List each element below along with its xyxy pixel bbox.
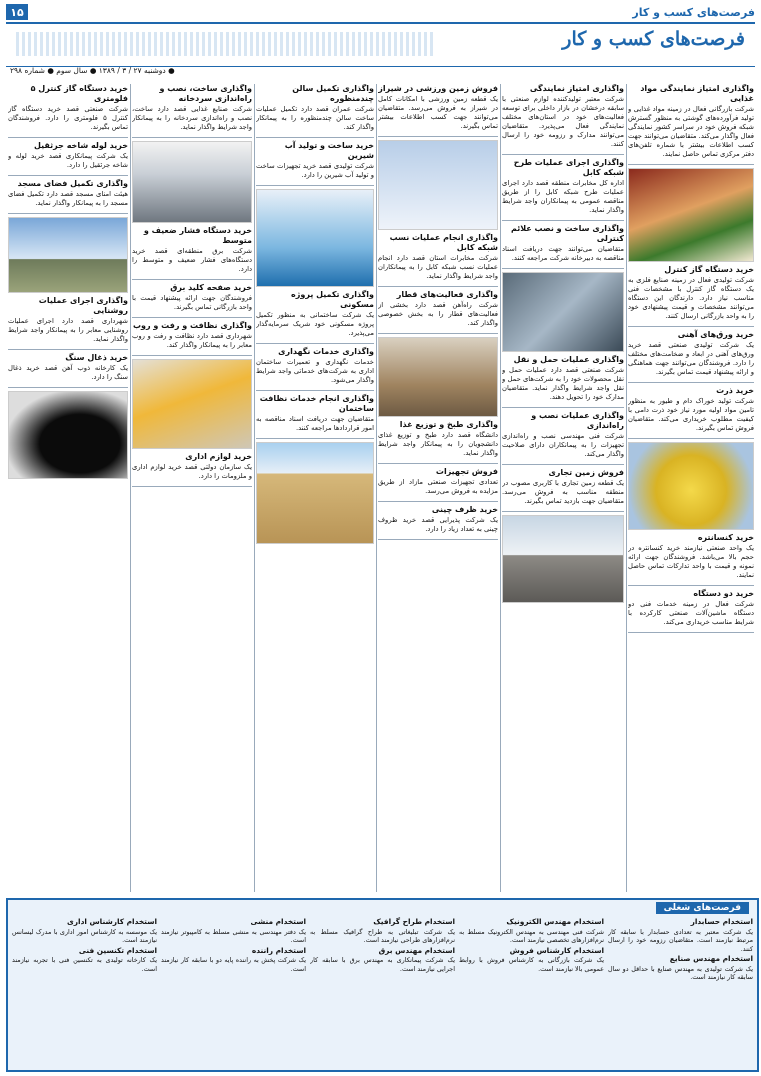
ad-body: شرکت مخابرات استان قصد دارد انجام عملیات نسب شبکه کابل را به پیمانکاران واجد شرایط واگذار نماید. xyxy=(378,254,498,280)
ad-separator xyxy=(378,136,498,137)
ad-photo xyxy=(8,391,128,479)
ad-title: خرید ذرت xyxy=(716,386,754,395)
ad-separator xyxy=(8,175,128,176)
dateline: ● دوشنبه ۲۷ / ۳ / ۱۳۸۹ ● سال سوم ● شماره ۲۹۸ xyxy=(10,66,175,75)
ad-photo xyxy=(378,337,498,417)
ad-body: یک کارخانه ذوب آهن قصد خرید ذغال سنگ را دارد. xyxy=(8,364,128,381)
ad-item xyxy=(132,84,252,132)
ad-title: فروش تجهیزات xyxy=(435,467,498,476)
ad-title: واگذاری نظافت و رفت و روب xyxy=(133,321,252,330)
ad-title: واگذاری خدمات نگهداری xyxy=(278,347,374,356)
ad-body: شرکت برق منطقه‌ای قصد خرید دستگاه‌های فشار ضعیف و متوسط را دارد. xyxy=(132,247,252,273)
ad-body: شرکت تولیدی فعال در زمینه صنایع فلزی به یک دستگاه گاز کنترل با مشخصات فنی مناسب نیاز دارد. دارندگان این دستگاه می‌توانند مشخصات و قیمت پیشنهادی خود را به واحد بازرگانی ارسال کنند. xyxy=(628,276,754,320)
ad-title: فروش زمین ورزشی در شیراز xyxy=(378,84,498,93)
job-title: استخدام تکنسین فنی xyxy=(78,945,157,955)
ad-title: خرید صفحه کلید برق xyxy=(170,283,252,292)
ad-title: خرید کنسانتره xyxy=(697,533,754,542)
ad-body: شرکت فنی مهندسی نصب و راه‌اندازی تجهیزات را به پیمانکاران دارای صلاحیت واگذار می‌کند. xyxy=(502,432,624,458)
column-2 xyxy=(502,84,624,892)
ad-body: متقاضیان می‌توانند جهت دریافت اسناد مناقصه به دبیرخانه شرکت مراجعه کنند. xyxy=(502,245,624,262)
ad-item xyxy=(378,505,498,534)
ad-item xyxy=(502,468,624,506)
column-4 xyxy=(256,84,374,892)
job-body: یک شرکت معتبر به تعدادی حسابدار با سابقه کار مرتبط نیازمند است. متقاضیان رزومه خود را ارسال کنند. xyxy=(608,927,753,953)
ad-item xyxy=(502,158,624,215)
ad-body: فروشندگان جهت ارائه پیشنهاد قیمت با واحد بازرگانی تماس بگیرند. xyxy=(132,294,252,311)
ad-body: اداره کل مخابرات منطقه قصد دارد اجرای عملیات طرح شبکه کابل را از طریق مناقصه عمومی به پیمانکاران واجد شرایط واگذار نماید. xyxy=(502,179,624,214)
ad-body: شرکت صنعتی قصد دارد عملیات حمل و نقل محصولات خود را به شرکت‌های حمل و نقل واجد شرایط واگذار نماید. متقاضیان مدارک خود را تحویل دهند. xyxy=(502,366,624,401)
job-title: استخدام منشی xyxy=(250,917,306,926)
ad-title: خرید دستگاه فشار ضعیف و متوسط xyxy=(143,226,252,245)
ad-body: یک قطعه زمین تجاری با کاربری مصوب در منطقه مناسب به فروش می‌رسد. متقاضیان جهت بازدید تماس بگیرند. xyxy=(502,479,624,505)
column-3 xyxy=(378,84,498,892)
classified-grid xyxy=(12,916,753,1066)
ad-title: واگذاری امتیاز نمایندگی مواد غذایی xyxy=(640,84,754,103)
ad-title: واگذاری تکمیل فضای مسجد xyxy=(17,179,128,188)
ad-separator xyxy=(502,220,624,221)
ad-title: واگذاری عملیات نصب و راه‌اندازی xyxy=(531,411,624,430)
ad-photo xyxy=(502,272,624,352)
column-1 xyxy=(628,84,754,892)
ad-body: یک قطعه زمین ورزشی با امکانات کامل در شیراز به فروش می‌رسد. متقاضیان می‌توانند جهت کسب اطلاعات بیشتر تماس بگیرند. xyxy=(378,95,498,130)
ad-title: واگذاری طبخ و توزیع غذا xyxy=(399,420,498,429)
ad-item xyxy=(378,233,498,281)
ad-separator xyxy=(378,501,498,502)
ad-photo xyxy=(628,168,754,262)
ad-item xyxy=(8,296,128,344)
ad-separator xyxy=(132,486,252,487)
ad-separator xyxy=(628,438,754,439)
ad-separator xyxy=(628,164,754,165)
ad-body: شرکت صنعتی قصد خرید دستگاه گاز کنترل ۵ فلومتری را دارد. فروشندگان تماس بگیرند. xyxy=(8,105,128,131)
ad-item xyxy=(628,330,754,377)
ad-item xyxy=(132,226,252,274)
ad-title: واگذاری ساخت و نصب علائم کنترلی xyxy=(510,224,624,243)
ad-title: خرید لوازم اداری xyxy=(185,452,252,461)
ad-item xyxy=(256,347,374,385)
ad-body: یک شرکت پیمانکاری قصد خرید لوله و شاخه جرثقیل را دارد. xyxy=(8,152,128,169)
job-title: استخدام مهندس الکترونیک xyxy=(506,917,604,926)
ad-item xyxy=(8,84,128,132)
column-6 xyxy=(8,84,128,892)
ad-body: یک سازمان دولتی قصد خرید لوازم اداری و ملزومات را دارد. xyxy=(132,463,252,480)
ad-separator xyxy=(502,154,624,155)
ad-item xyxy=(502,84,624,149)
classified-column xyxy=(459,916,604,1066)
ad-separator xyxy=(132,317,252,318)
section-title-bar xyxy=(6,22,755,67)
ad-item xyxy=(628,386,754,433)
job-body: شرکت فنی مهندسی به مهندس الکترونیک مسلط به نرم‌افزارهای تخصصی نیازمند است. xyxy=(459,927,604,944)
ad-body: شرکت عمران قصد دارد تکمیل عملیات ساخت سالن چندمنظوره را به پیمانکار واگذار کند. xyxy=(256,105,374,131)
ad-title: واگذاری انجام خدمات نظافت ساختمان xyxy=(259,394,374,413)
ad-separator xyxy=(132,279,252,280)
job-title: استخدام حسابدار xyxy=(690,917,753,926)
ad-title: خرید ذغال سنگ xyxy=(65,353,128,362)
ad-photo xyxy=(132,359,252,449)
classified-column xyxy=(608,916,753,1066)
ad-title: واگذاری ساخت، نصب و راه‌اندازی سردخانه xyxy=(159,84,252,103)
job-body: یک شرکت تولیدی به مهندس صنایع با حداقل دو سال سابقه کار نیازمند است. xyxy=(608,964,753,981)
ad-photo xyxy=(8,217,128,293)
ad-separator xyxy=(256,390,374,391)
ad-item xyxy=(256,394,374,433)
ad-title: خرید دستگاه گاز کنترل ۵ فلومتری xyxy=(30,84,128,103)
ad-item xyxy=(132,321,252,350)
ad-item xyxy=(628,84,754,159)
ad-separator xyxy=(256,185,374,186)
job-title: استخدام مهندس برق xyxy=(378,945,455,955)
ad-item xyxy=(8,353,128,382)
ad-separator xyxy=(8,387,128,388)
column-divider xyxy=(500,84,501,892)
ad-title: فروش زمین تجاری xyxy=(548,468,624,477)
ad-photo xyxy=(628,442,754,530)
ad-item xyxy=(8,179,128,208)
ad-separator xyxy=(378,333,498,334)
ad-title: خرید دو دستگاه xyxy=(693,589,754,598)
ad-separator xyxy=(256,137,374,138)
ad-title: خرید لوله شاخه جرثقیل xyxy=(34,141,128,150)
ad-body: شرکت صنایع غذایی قصد دارد ساخت، نصب و راه‌اندازی سردخانه را به پیمانکار واجد شرایط واگذار نماید. xyxy=(132,105,252,131)
column-divider xyxy=(376,84,377,892)
job-title: استخدام مهندس صنایع xyxy=(669,954,753,963)
ad-body: یک شرکت پذیرایی قصد خرید ظروف چینی به تعداد زیاد را دارد. xyxy=(378,516,498,533)
ad-body: یک واحد صنعتی نیازمند خرید کنسانتره در حجم بالا می‌باشد. فروشندگان جهت ارائه نمونه و قیمت با واحد تدارکات تماس حاصل نمایند. xyxy=(628,544,754,579)
ad-title: واگذاری انجام عملیات نسب شبکه کابل xyxy=(389,233,498,252)
ad-separator xyxy=(132,355,252,356)
ad-photo xyxy=(378,140,498,230)
ad-body: شرکت تولید خوراک دام و طیور به منظور تامین مواد اولیه مورد نیاز خود ذرت دامی با کیفیت مطلوب خریداری می‌کند. متقاضیان فروش تماس بگیرند. xyxy=(628,397,754,432)
ad-item xyxy=(502,224,624,263)
ad-photo xyxy=(256,442,374,544)
column-5 xyxy=(132,84,252,892)
classified-box xyxy=(6,898,759,1072)
ad-item xyxy=(378,467,498,496)
masthead: فرصت‌های کسب و کار xyxy=(632,5,755,19)
ad-separator xyxy=(502,407,624,408)
ad-item xyxy=(256,141,374,180)
ad-title: واگذاری امتیاز نمایندگی xyxy=(529,84,624,93)
ad-title: خرید ورق‌های آهنی xyxy=(677,330,754,339)
ad-separator xyxy=(378,286,498,287)
ad-item xyxy=(256,290,374,338)
ad-body: دانشگاه قصد دارد طبخ و توزیع غذای دانشجویان را به پیمانکار واجد شرایط واگذار نماید. xyxy=(378,431,498,457)
job-body: یک شرکت پیمانکاری به مهندس برق با سابقه کار اجرایی نیازمند است. xyxy=(310,956,455,973)
ad-item xyxy=(378,84,498,131)
ad-separator xyxy=(8,213,128,214)
ad-separator xyxy=(502,464,624,465)
classified-heading: فرصت‌های شغلی xyxy=(656,902,749,914)
classified-column xyxy=(310,916,455,1066)
ad-title: واگذاری تکمیل پروژه مسکونی xyxy=(291,290,374,309)
ad-title: واگذاری تکمیل سالن چندمنظوره xyxy=(292,84,374,103)
ad-body: شرکت تولیدی قصد خرید تجهیزات ساخت و تولید آب شیرین را دارد. xyxy=(256,162,374,179)
ad-separator xyxy=(502,511,624,512)
section-title: فرصت‌های کسب و کار xyxy=(562,28,745,50)
ad-separator xyxy=(628,585,754,586)
ad-separator xyxy=(628,382,754,383)
ad-item xyxy=(378,420,498,458)
ad-body: یک شرکت ساختمانی به منظور تکمیل پروژه مسکونی خود شریک سرمایه‌گذار می‌پذیرد. xyxy=(256,311,374,337)
ad-item xyxy=(256,84,374,132)
decorative-pattern xyxy=(16,32,436,56)
ad-separator xyxy=(256,438,374,439)
ad-item xyxy=(628,533,754,580)
ad-item xyxy=(502,411,624,459)
ad-separator xyxy=(8,349,128,350)
ad-separator xyxy=(378,463,498,464)
ad-item xyxy=(628,265,754,321)
ad-separator xyxy=(8,137,128,138)
ad-item xyxy=(8,141,128,170)
ad-separator xyxy=(502,268,624,269)
ad-title: خرید دستگاه گاز کنترل xyxy=(664,265,754,274)
ad-photo xyxy=(256,189,374,287)
ad-body: خدمات نگهداری و تعمیرات ساختمان اداری به شرکت‌های خدماتی واجد شرایط واگذار می‌شود. xyxy=(256,358,374,384)
classified-column xyxy=(161,916,306,1066)
top-bar xyxy=(6,4,755,20)
classified-column xyxy=(12,916,157,1066)
ad-title: واگذاری فعالیت‌های قطار xyxy=(396,290,498,299)
ad-separator xyxy=(628,632,754,633)
ad-title: خرید ساخت و تولید آب شیرین xyxy=(284,141,374,160)
page-number: ۱۵ xyxy=(6,4,28,20)
ad-body: متقاضیان جهت دریافت اسناد مناقصه به امور قراردادها مراجعه کنند. xyxy=(256,415,374,432)
job-title: استخدام کارشناس اداری xyxy=(67,917,157,926)
ad-title: واگذاری اجرای عملیات روشنایی xyxy=(38,296,128,315)
job-title: استخدام راننده xyxy=(251,945,306,955)
job-body: یک دفتر مهندسی به منشی مسلط به کامپیوتر نیازمند است. xyxy=(161,927,306,944)
ad-body: شرکت فعال در زمینه خدمات فنی دو دستگاه ماشین‌آلات صنعتی کارکرده با شرایط مناسب خریداری می‌کند. xyxy=(628,600,754,626)
ad-body: یک شرکت تولیدی صنعتی قصد خرید ورق‌های آهنی در ابعاد و ضخامت‌های مختلف را دارد. فروشندگان می‌توانند جهت هماهنگی و ارائه پیشنهاد قیمت تماس بگیرند. xyxy=(628,341,754,376)
job-title: استخدام کارشناس فروش xyxy=(509,945,604,955)
ad-item xyxy=(132,283,252,312)
ad-separator xyxy=(256,343,374,344)
ad-photo xyxy=(132,141,252,223)
ad-separator xyxy=(132,137,252,138)
job-body: یک موسسه به کارشناس امور اداری با مدرک لیسانس نیازمند است. xyxy=(12,927,157,944)
ad-title: واگذاری عملیات حمل و نقل xyxy=(513,355,624,364)
ad-title: خرید ظرف چینی xyxy=(431,505,498,514)
ad-title: واگذاری اجرای عملیات طرح شبکه کابل xyxy=(513,158,624,177)
ad-item xyxy=(132,452,252,481)
ad-body: هیئت امنای مسجد قصد دارد تکمیل فضای مسجد را به پیمانکار واگذار نماید. xyxy=(8,190,128,207)
ad-body: شرکت معتبر تولیدکننده لوازم صنعتی با سابقه درخشان در بازار داخلی برای توسعه فعالیت‌های خود در استان‌های مختلف نمایندگی فعال می‌پذیرد. متقاضیان می‌توانند مدارک و رزومه خود را ارسال کنند. xyxy=(502,95,624,148)
job-title: استخدام طراح گرافیک xyxy=(373,917,455,926)
ad-separator xyxy=(378,539,498,540)
ad-body: شهرداری قصد دارد اجرای عملیات روشنایی معابر را به پیمانکار واجد شرایط واگذار نماید. xyxy=(8,317,128,343)
ad-photo xyxy=(502,515,624,603)
ad-item xyxy=(502,355,624,402)
column-divider xyxy=(130,84,131,892)
ad-body: شرکت بازرگانی فعال در زمینه مواد غذایی و تولید فرآورده‌های گوشتی به منظور گسترش شبکه فروش خود در سراسر کشور نمایندگی فعال واگذار می‌کند. متقاضیان می‌توانند جهت کسب اطلاعات بیشتر با شماره تلفن‌های دفتر مرکزی تماس حاصل نمایند. xyxy=(628,105,754,158)
job-body: یک شرکت بازرگانی به کارشناس فروش با روابط عمومی بالا نیازمند است. xyxy=(459,956,604,973)
ad-body: شرکت راه‌آهن قصد دارد بخشی از فعالیت‌های قطار را به بخش خصوصی واگذار کند. xyxy=(378,301,498,327)
job-body: یک شرکت تبلیغاتی به طراح گرافیک مسلط به نرم‌افزارهای طراحی نیازمند است. xyxy=(310,927,455,944)
ad-item xyxy=(628,589,754,627)
job-body: یک کارخانه تولیدی به تکنسین فنی با تجربه نیازمند است. xyxy=(12,956,157,973)
job-body: یک شرکت پخش به راننده پایه دو با سابقه کار نیازمند است. xyxy=(161,956,306,973)
ad-separator xyxy=(628,326,754,327)
ad-body: تعدادی تجهیزات صنعتی مازاد از طریق مزایده به فروش می‌رسد. xyxy=(378,478,498,495)
ad-item xyxy=(378,290,498,328)
column-divider xyxy=(626,84,627,892)
ad-body: شهرداری قصد دارد نظافت و رفت و روب معابر را به پیمانکار واگذار کند. xyxy=(132,332,252,349)
column-divider xyxy=(254,84,255,892)
